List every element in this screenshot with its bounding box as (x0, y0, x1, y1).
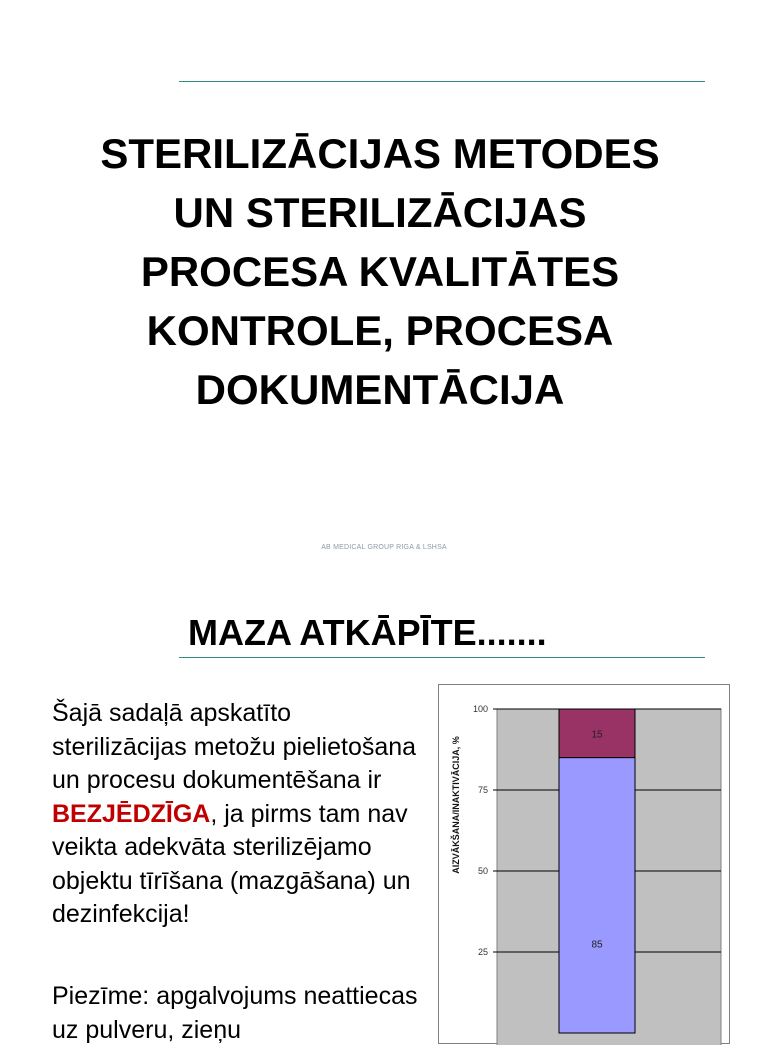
body-paragraph (52, 697, 432, 932)
y-tick-label: 25 (477, 947, 488, 957)
stacked-bar-chart (438, 684, 730, 1044)
data-label-upper: 15 (591, 729, 603, 741)
body-text-start: Šajā sadaļā apskatīto sterilizācijas metožu pielietošana un procesu dokumentēšana ir (52, 699, 417, 794)
body-emphasis: BEZJĒDZĪGA (52, 799, 211, 828)
section-heading: MAZA ATKĀPĪTE....... (188, 612, 547, 653)
bar-segment-lower (559, 758, 635, 1033)
y-tick-label: 50 (477, 866, 488, 876)
y-tick-label: 100 (472, 704, 488, 714)
note-paragraph: Piezīme: apgalvojums neattiecas uz pulveru, zieņu (52, 982, 418, 1044)
data-label-lower: 85 (591, 939, 603, 951)
y-axis-label: AIZVĀKŠANA/INAKTIVĀCIJA, % (451, 736, 461, 874)
heading-underline (179, 657, 705, 658)
slide-footer: AB MEDICAL GROUP RIGA & LSHSA (321, 544, 447, 551)
top-divider (179, 81, 705, 82)
y-tick-label: 75 (477, 785, 488, 795)
body-text-end: , ja pirms tam nav veikta adekvāta sterilizējamo objektu tīrīšana (mazgāšana) un dezinfekcija! (52, 799, 411, 928)
slide-title: STERILIZĀCIJAS METODES UN STERILIZĀCIJAS PROCESA KVALITĀTES KONTROLE, PROCESA DOKUMENTĀCIJA (100, 130, 660, 413)
